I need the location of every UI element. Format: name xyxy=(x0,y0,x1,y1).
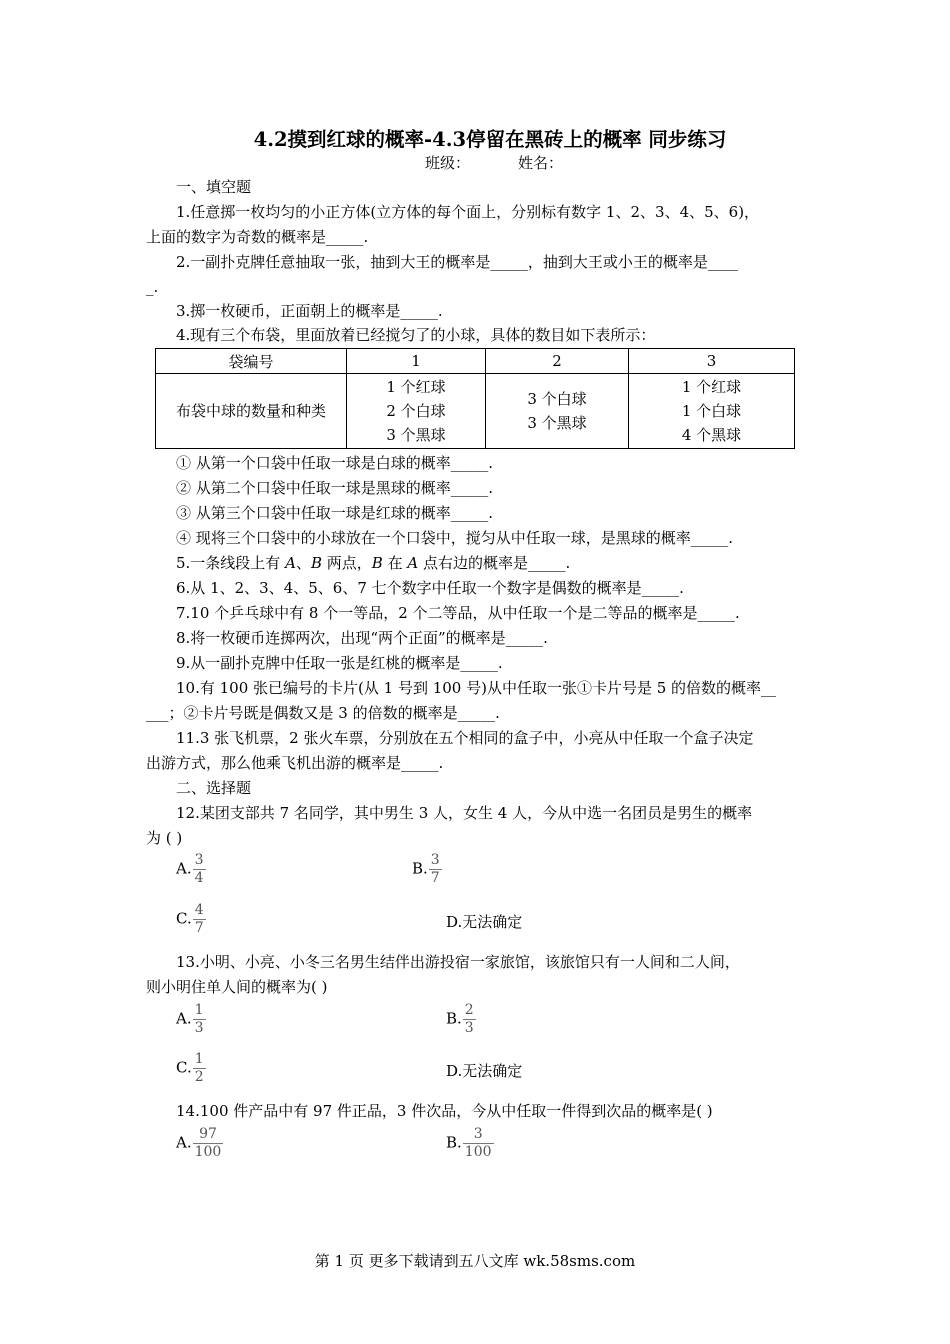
denominator: 4 xyxy=(194,870,204,886)
question-4-part-1: ① 从第一个口袋中任取一球是白球的概率_____. xyxy=(176,454,494,472)
section-fill-heading: 一、填空题 xyxy=(176,178,252,196)
option-label: A. xyxy=(176,1133,192,1152)
table-cell-line: 1 个红球 xyxy=(386,378,446,396)
question-11-line-1: 11.3 张飞机票，2 张火车票，分别放在五个相同的盒子中，小亮从中任取一个盒子决定 xyxy=(176,729,754,747)
question-10-line-1: 10.有 100 张已编号的卡片(从 1 号到 100 号)从中任取一张①卡片号是 5 的倍数的概率__ xyxy=(176,679,777,697)
name-label: 姓名： xyxy=(518,154,564,172)
point-a: A xyxy=(407,554,419,572)
fraction xyxy=(193,1051,206,1086)
bag-3-cell xyxy=(629,374,795,449)
question-4-part-4: ④ 现将三个口袋中的小球放在一个口袋中，搅匀从中任取一球，是黑球的概率_____. xyxy=(176,529,734,547)
denominator: 3 xyxy=(194,1020,204,1036)
q13-option-d[interactable]: D.无法确定 xyxy=(446,1062,523,1080)
q14-option-a[interactable] xyxy=(176,1126,223,1161)
table-row-label: 布袋中球的数量和种类 xyxy=(156,374,347,449)
table-header-cell: 1 xyxy=(347,349,486,374)
question-4: 4.现有三个布袋，里面放着已经搅匀了的小球，具体的数目如下表所示： xyxy=(176,326,656,344)
q12-option-a[interactable] xyxy=(176,852,206,887)
q14-option-b[interactable] xyxy=(446,1126,494,1161)
q13-option-b[interactable] xyxy=(446,1002,476,1037)
numerator: 3 xyxy=(430,852,440,868)
question-5-text: 、 xyxy=(295,554,311,572)
fraction xyxy=(193,902,206,937)
bag-1-cell xyxy=(347,374,486,449)
table-header-cell: 袋编号 xyxy=(156,349,347,374)
fraction xyxy=(193,1002,206,1037)
option-label: B. xyxy=(446,1133,462,1152)
numerator: 2 xyxy=(464,1002,474,1018)
option-label: B. xyxy=(412,859,428,878)
numerator: 4 xyxy=(194,902,204,918)
denominator: 2 xyxy=(194,1069,204,1085)
denominator: 3 xyxy=(464,1020,474,1036)
table-cell-line: 3 个黑球 xyxy=(386,426,446,444)
numerator: 3 xyxy=(194,852,204,868)
fraction xyxy=(193,1126,224,1161)
point-b: B xyxy=(371,554,383,572)
question-12-line-1: 12.某团支部共 7 名同学，其中男生 3 人，女生 4 人，今从中选一名团员是男生的概率 xyxy=(176,804,753,822)
bag-2-cell xyxy=(486,374,629,449)
question-13-line-2: 则小明住单人间的概率为( ) xyxy=(146,978,328,996)
question-10-line-2: ___；②卡片号既是偶数又是 3 的倍数的概率是_____. xyxy=(146,704,500,722)
question-8: 8.将一枚硬币连掷两次，出现“两个正面”的概率是_____. xyxy=(176,629,548,647)
question-7: 7.10 个乒乓球中有 8 个一等品，2 个二等品，从中任取一个是二等品的概率是_____. xyxy=(176,604,740,622)
option-label: B. xyxy=(446,1009,462,1028)
numerator: 3 xyxy=(463,1126,494,1144)
fraction xyxy=(463,1126,494,1161)
question-5-text: 两点， xyxy=(321,554,372,572)
table-cell-line: 1 个红球 xyxy=(681,378,742,396)
question-1-line-1: 1.任意掷一枚均匀的小正方体(立方体的每个面上，分别标有数字 1、2、3、4、5、6)， xyxy=(176,203,760,221)
question-12-line-2: 为 ( ) xyxy=(146,829,183,847)
question-5-text: 5.一条线段上有 xyxy=(176,554,286,572)
option-label: C. xyxy=(176,909,192,928)
fraction xyxy=(463,1002,476,1037)
student-info xyxy=(425,152,611,173)
question-5-text: 在 xyxy=(382,554,408,572)
section-choice-heading: 二、选择题 xyxy=(176,779,252,797)
question-9: 9.从一副扑克牌中任取一张是红桃的概率是_____. xyxy=(176,654,503,672)
q12-option-c[interactable] xyxy=(176,902,206,937)
table-header-row xyxy=(156,349,795,374)
numerator: 1 xyxy=(194,1051,204,1067)
question-2-line-1: 2.一副扑克牌任意抽取一张，抽到大王的概率是_____，抽到大王或小王的概率是____ xyxy=(176,253,738,271)
denominator: 7 xyxy=(430,870,440,886)
point-a: A xyxy=(285,554,296,572)
q12-option-d[interactable]: D.无法确定 xyxy=(446,913,523,931)
numerator: 1 xyxy=(194,1002,204,1018)
q12-option-b[interactable] xyxy=(412,852,442,887)
question-4-part-3: ③ 从第三个口袋中任取一球是红球的概率_____. xyxy=(176,504,494,522)
question-5-text: 点右边的概率是_____. xyxy=(418,554,571,572)
question-2-line-2: _. xyxy=(146,278,159,296)
table-cell-line: 3 个黑球 xyxy=(527,414,587,432)
table-cell-line: 4 个黑球 xyxy=(681,426,742,444)
fraction xyxy=(193,852,206,887)
q13-option-a[interactable] xyxy=(176,1002,206,1037)
table-cell-line: 2 个白球 xyxy=(386,402,446,420)
table-cell-line: 3 个白球 xyxy=(527,390,587,408)
denominator: 100 xyxy=(464,1144,492,1160)
question-11-line-2: 出游方式，那么他乘飞机出游的概率是_____. xyxy=(146,754,444,772)
question-3: 3.掷一枚硬币，正面朝上的概率是_____. xyxy=(176,302,443,320)
question-14: 14.100 件产品中有 97 件正品，3 件次品，今从中任取一件得到次品的概率是( ) xyxy=(176,1102,713,1120)
page-footer: 第 1 页 更多下载请到五八文库 wk.58sms.com xyxy=(314,1252,636,1270)
point-b: B xyxy=(310,554,322,572)
question-13-line-1: 13.小明、小亮、小冬三名男生结伴出游投宿一家旅馆，该旅馆只有一人间和二人间， xyxy=(176,953,740,971)
question-1-line-2: 上面的数字为奇数的概率是_____. xyxy=(146,228,369,246)
question-5 xyxy=(176,552,570,574)
option-label: A. xyxy=(176,859,192,878)
denominator: 7 xyxy=(194,920,204,936)
table-cell-line: 1 个白球 xyxy=(681,402,742,420)
option-label: A. xyxy=(176,1009,192,1028)
class-label: 班级： xyxy=(425,154,471,172)
table-header-cell: 3 xyxy=(629,349,795,374)
fraction xyxy=(429,852,442,887)
numerator: 97 xyxy=(193,1126,224,1144)
page-title: 4.2摸到红球的概率-4.3停留在黑砖上的概率 同步练习 xyxy=(253,128,727,151)
table-header-cell: 2 xyxy=(486,349,629,374)
option-label: C. xyxy=(176,1058,192,1077)
question-4-part-2: ② 从第二个口袋中任取一球是黑球的概率_____. xyxy=(176,479,494,497)
denominator: 100 xyxy=(194,1144,222,1160)
table-row xyxy=(156,374,795,449)
bag-table xyxy=(155,348,795,449)
q13-option-c[interactable] xyxy=(176,1051,206,1086)
question-6: 6.从 1、2、3、4、5、6、7 七个数字中任取一个数字是偶数的概率是_____. xyxy=(176,579,684,597)
